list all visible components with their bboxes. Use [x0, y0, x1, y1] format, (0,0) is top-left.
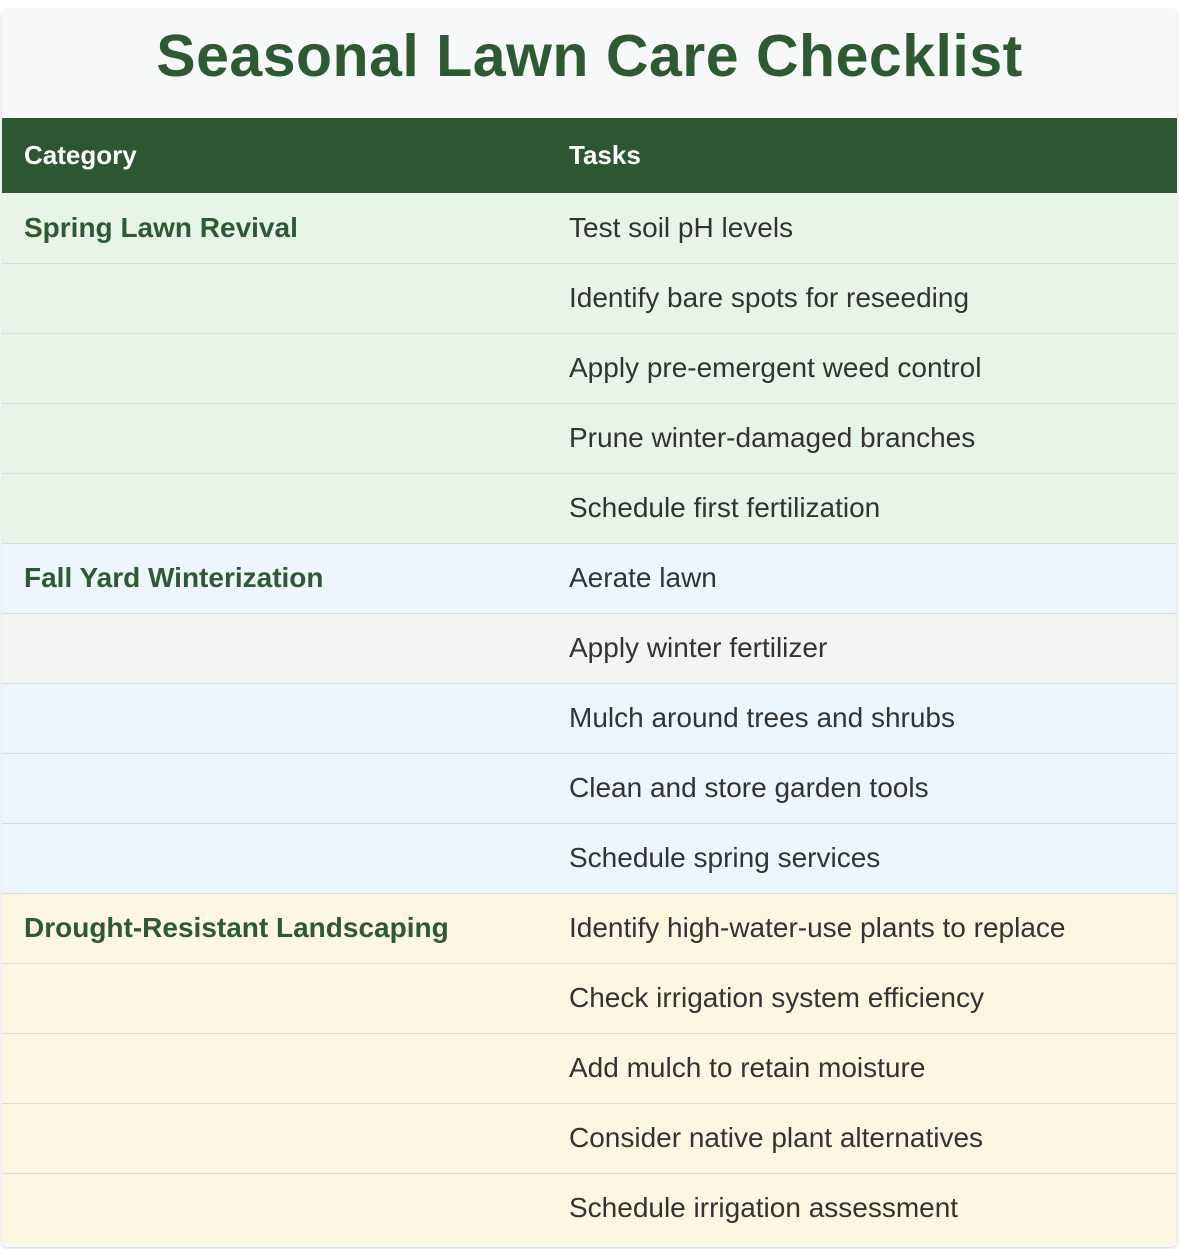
- category-cell-empty: [2, 753, 547, 823]
- table-row: [2, 753, 1177, 823]
- header-category: Category: [24, 140, 137, 170]
- category-cell-empty: [2, 263, 547, 333]
- table-row: [2, 613, 1177, 683]
- table-row: [2, 683, 1177, 753]
- task-cell: Consider native plant alternatives: [547, 1103, 1177, 1173]
- table-row: [2, 543, 1177, 613]
- task-cell: Schedule spring services: [547, 823, 1177, 893]
- category-cell-empty: [2, 403, 547, 473]
- table-row: [2, 1103, 1177, 1173]
- checklist-card: [2, 10, 1177, 1247]
- table-row: [2, 823, 1177, 893]
- table-row: [2, 963, 1177, 1033]
- table-row: [2, 263, 1177, 333]
- table-row: [2, 403, 1177, 473]
- table-row: [2, 1173, 1177, 1243]
- table-row: [2, 893, 1177, 963]
- category-cell-empty: [2, 473, 547, 543]
- task-cell: Schedule irrigation assessment: [547, 1173, 1177, 1243]
- category-fall-yard-winterization: Fall Yard Winterization: [2, 543, 547, 613]
- task-cell: Aerate lawn: [547, 543, 1177, 613]
- table-row: [2, 1033, 1177, 1103]
- task-cell: Schedule first fertilization: [547, 473, 1177, 543]
- table-row: [2, 473, 1177, 543]
- category-cell-empty: [2, 1173, 547, 1243]
- category-cell-empty: [2, 333, 547, 403]
- task-cell: Add mulch to retain moisture: [547, 1033, 1177, 1103]
- category-cell-empty: [2, 1103, 547, 1173]
- task-cell: Check irrigation system efficiency: [547, 963, 1177, 1033]
- task-cell: Identify high-water-use plants to replace: [547, 893, 1177, 963]
- task-cell: Apply pre-emergent weed control: [547, 333, 1177, 403]
- task-cell: Identify bare spots for reseeding: [547, 263, 1177, 333]
- table-row: [2, 333, 1177, 403]
- category-cell-empty: [2, 683, 547, 753]
- task-cell: Mulch around trees and shrubs: [547, 683, 1177, 753]
- task-cell: Clean and store garden tools: [547, 753, 1177, 823]
- task-cell: Test soil pH levels: [569, 211, 794, 243]
- page-title: Seasonal Lawn Care Checklist: [156, 23, 1023, 89]
- task-cell: Prune winter-damaged branches: [547, 403, 1177, 473]
- header-tasks: Tasks: [569, 140, 641, 170]
- table-row: [2, 193, 1177, 263]
- checklist-table: [2, 118, 1177, 1243]
- category-cell-empty: [2, 613, 547, 683]
- category-spring-lawn-revival: Spring Lawn Revival: [24, 211, 298, 243]
- category-drought-resistant-landscaping: Drought-Resistant Landscaping: [2, 893, 547, 963]
- category-cell-empty: [2, 963, 547, 1033]
- table-header-row: [2, 118, 1177, 193]
- category-cell-empty: [2, 823, 547, 893]
- category-cell-empty: [2, 1033, 547, 1103]
- task-cell: Apply winter fertilizer: [547, 613, 1177, 683]
